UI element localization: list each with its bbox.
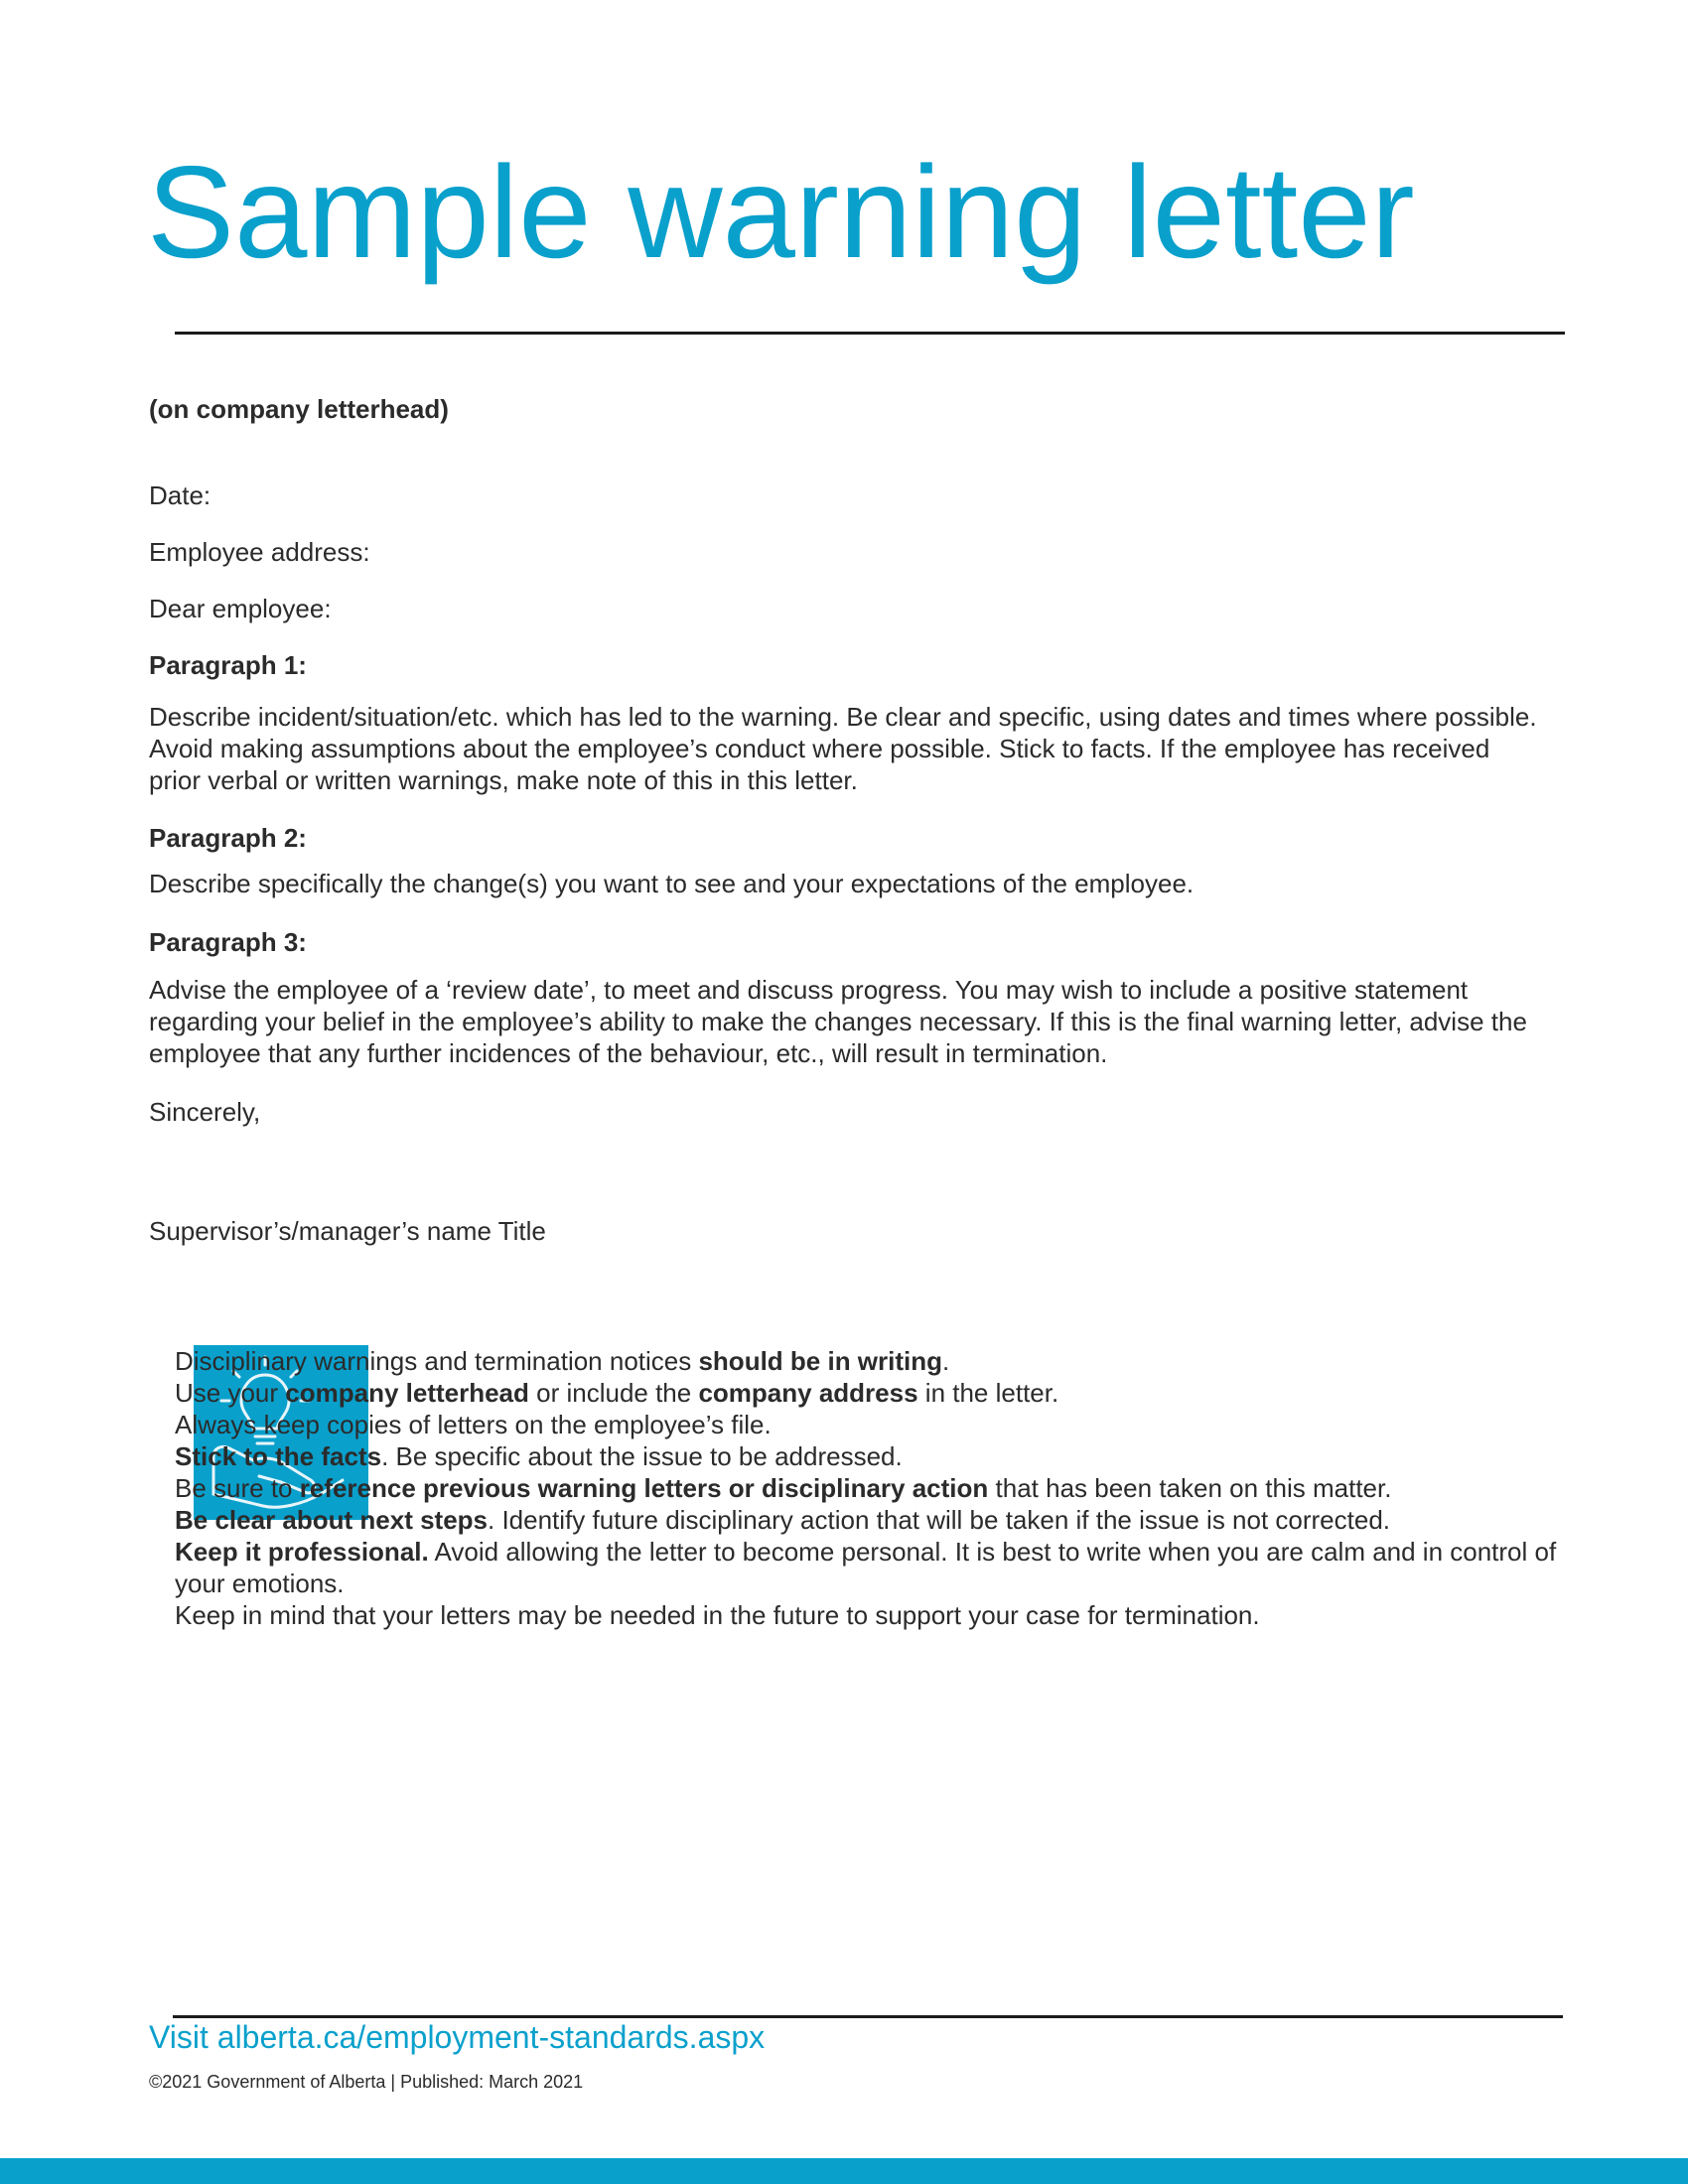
tip-item bbox=[175, 1536, 1565, 1599]
closing: Sincerely, bbox=[149, 1097, 261, 1127]
title-divider bbox=[175, 332, 1565, 335]
tip-item bbox=[175, 1472, 1565, 1504]
tip-item bbox=[175, 1377, 1565, 1409]
tip-item bbox=[175, 1409, 1565, 1440]
tip-item bbox=[175, 1504, 1565, 1536]
tip-item bbox=[175, 1440, 1565, 1472]
tip-text: Always keep copies of letters on the employee’s file. bbox=[175, 1410, 772, 1439]
footer-accent-bar bbox=[0, 2158, 1688, 2184]
tip-text: Be sure to bbox=[175, 1473, 300, 1503]
tip-text: in the letter. bbox=[917, 1378, 1059, 1408]
tip-text: Keep in mind that your letters may be needed in the future to support your case for termination. bbox=[175, 1600, 1260, 1630]
signature-line: Supervisor’s/manager’s name Title bbox=[149, 1216, 546, 1246]
tip-text: that has been taken on this matter. bbox=[988, 1473, 1392, 1503]
paragraph-3-heading: Paragraph 3: bbox=[149, 927, 307, 957]
tips-list bbox=[175, 1345, 1565, 1631]
paragraph-3-text: Advise the employee of a ‘review date’, to meet and discuss progress. You may wish to include a positive statement regarding your belief in the employee’s ability to make the changes necessary. If this is the final warning letter, advise the employee that any further incidences of the behaviour, etc., will result in termination. bbox=[149, 975, 1527, 1068]
tip-text: Use your bbox=[175, 1378, 286, 1408]
tip-item bbox=[175, 1599, 1565, 1631]
tip-emphasis: company letterhead bbox=[285, 1378, 529, 1408]
tip-emphasis: reference previous warning letters or disciplinary action bbox=[299, 1473, 989, 1503]
tip-emphasis: Keep it professional. bbox=[175, 1537, 429, 1567]
paragraph-2-text: Describe specifically the change(s) you want to see and your expectations of the employee. bbox=[149, 869, 1195, 898]
employment-standards-link[interactable]: Visit alberta.ca/employment-standards.aspx bbox=[149, 2019, 766, 2055]
date-label: Date: bbox=[149, 480, 211, 510]
tip-text: Avoid allowing the letter to become personal. It is best to write when you are calm and in control of your emotions. bbox=[175, 1537, 1557, 1598]
tip-item bbox=[175, 1345, 1565, 1377]
paragraph-2-heading: Paragraph 2: bbox=[149, 823, 307, 853]
tip-text: or include the bbox=[528, 1378, 699, 1408]
salutation: Dear employee: bbox=[149, 594, 332, 623]
paragraph-1-heading: Paragraph 1: bbox=[149, 650, 307, 680]
tip-text: . bbox=[942, 1346, 950, 1376]
tip-emphasis: Be clear about next steps bbox=[175, 1505, 488, 1535]
tip-text: . Identify future disciplinary action that will be taken if the issue is not corrected. bbox=[488, 1505, 1391, 1535]
page-title: Sample warning letter bbox=[147, 139, 1415, 285]
tip-emphasis: Stick to the facts bbox=[175, 1441, 382, 1471]
employee-address-label: Employee address: bbox=[149, 537, 370, 567]
tip-text: . Be specific about the issue to be addressed. bbox=[381, 1441, 903, 1471]
tip-emphasis: should be in writing bbox=[698, 1346, 943, 1376]
copyright-notice: ©2021 Government of Alberta | Published: March 2021 bbox=[149, 2072, 584, 2092]
tip-emphasis: company address bbox=[698, 1378, 918, 1408]
letterhead-note: (on company letterhead) bbox=[149, 394, 449, 424]
tip-text: Disciplinary warnings and termination notices bbox=[175, 1346, 699, 1376]
paragraph-1-text: Describe incident/situation/etc. which has led to the warning. Be clear and specific, using dates and times where possible. Avoid making assumptions about the employee’s conduct where possible. Stick to facts. If the employee has received prior verbal or written warnings, make note of this in this letter. bbox=[149, 702, 1537, 795]
